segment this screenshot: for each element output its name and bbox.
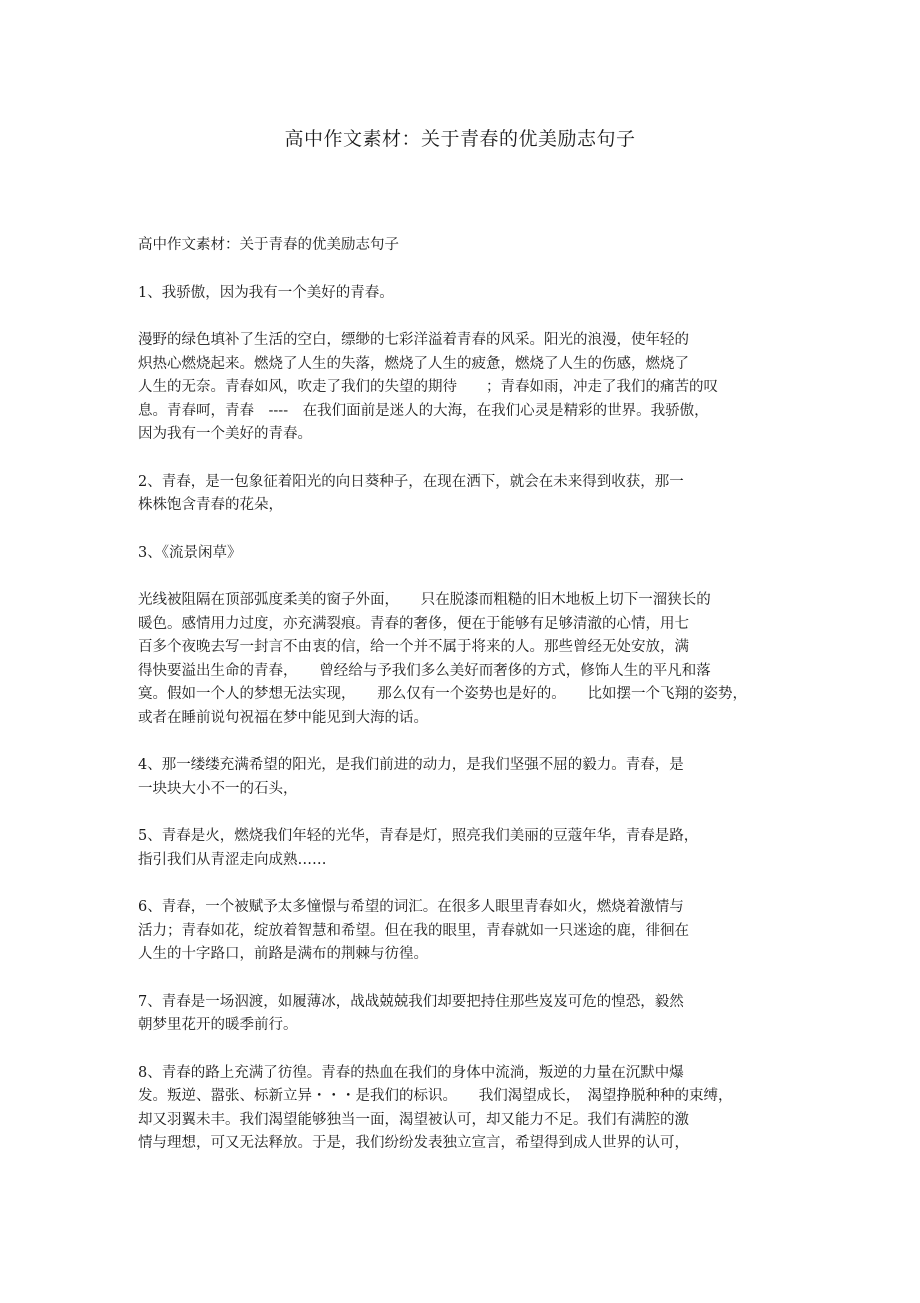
text-line: 8、青春的路上充满了彷徨。青春的热血在我们的身体中流淌，叛逆的力量在沉默中爆 — [138, 1064, 684, 1081]
text-line: 一块块大小不一的石头， — [138, 780, 298, 797]
text-line: 6、青春，一个被赋予太多憧憬与希望的词汇。在很多人眼里青春如火，燃烧着激情与 — [138, 899, 684, 915]
text-line: 光线被阻隔在顶部弧度柔美的窗子外面， 只在脱漆而粗糙的旧木地板上切下一溜狭长的 — [138, 592, 711, 608]
text-line: 株株饱含青春的花朵， — [138, 497, 283, 513]
text-line: 1、我骄傲，因为我有一个美好的青春。 — [138, 284, 394, 301]
text-line: 息。青春呵，青春 ---- 在我们面前是迷人的大海，在我们心灵是精彩的世界。我骄傲， — [138, 402, 709, 419]
text-line: 指引我们从青涩走向成熟…… — [138, 851, 327, 868]
paragraph-item-1-heading — [138, 282, 778, 306]
paragraph-item-1-body — [138, 329, 778, 447]
text-line: 因为我有一个美好的青春。 — [138, 426, 312, 442]
text-line: 2、青春，是一包象征着阳光的向日葵种子，在现在洒下，就会在未来得到收获，那一 — [138, 473, 684, 490]
text-line: 高中作文素材：关于青春的优美励志句子 — [138, 237, 399, 253]
text-line: 人生的十字路口，前路是满布的荆棘与彷徨。 — [138, 946, 428, 962]
text-line: 漫野的绿色填补了生活的空白，缥缈的七彩洋溢着青春的风采。阳光的浪漫，使年轻的 — [138, 332, 689, 348]
text-line: 活力；青春如花，绽放着智慧和希望。但在我的眼里，青春就如一只迷途的鹿，徘徊在 — [138, 922, 689, 939]
text-line: 暖色。感情用力过度，亦充满裂痕。青春的奢侈，便在于能够有足够清澈的心情，用七 — [138, 615, 689, 632]
text-line: 朝梦里花开的暖季前行。 — [138, 1017, 298, 1033]
text-line: 炽热心燃烧起来。燃烧了人生的失落，燃烧了人生的疲惫，燃烧了人生的伤感，燃烧了 — [138, 355, 689, 372]
paragraph-item-5 — [138, 825, 778, 872]
text-line: 寞。假如一个人的梦想无法实现， 那么仅有一个姿势也是好的。 比如摆一个飞翔的姿势， — [138, 686, 747, 702]
page-title: 高中作文素材：关于青春的优美励志句子 — [284, 128, 636, 150]
text-line: 3、《流景闲草》 — [138, 544, 242, 561]
text-line: 百多个夜晚去写一封言不由衷的信，给一个并不属于将来的人。那些曾经无处安放，满 — [138, 639, 689, 655]
paragraph-item-4 — [138, 754, 778, 801]
text-line: 发。叛逆、嚣张、标新立异・・・是我们的标识。 我们渴望成长， 渴望挣脱种种的束缚， — [138, 1088, 733, 1104]
text-line: 却又羽翼未丰。我们渴望能够独当一面，渴望被认可，却又能力不足。我们有满腔的激 — [138, 1111, 689, 1128]
paragraph-item-2 — [138, 471, 778, 518]
text-line: 情与理想，可又无法释放。于是，我们纷纷发表独立宣言，希望得到成人世界的认可， — [138, 1135, 689, 1151]
paragraph-item-3-body — [138, 589, 778, 730]
paragraph-item-6 — [138, 896, 778, 967]
text-line: 得快要溢出生命的青春， 曾经给与予我们多么美好而奢侈的方式，修饰人生的平凡和落 — [138, 662, 711, 679]
paragraph-item-3-heading — [138, 542, 778, 566]
text-line: 或者在睡前说句祝福在梦中能见到大海的话。 — [138, 709, 428, 726]
paragraph-subtitle — [138, 234, 778, 258]
text-line: 7、青春是一场泅渡，如履薄冰，战战兢兢我们却要把持住那些岌岌可危的惶恐，毅然 — [138, 993, 684, 1010]
text-line: 4、那一缕缕充满希望的阳光，是我们前进的动力，是我们坚强不屈的毅力。青春，是 — [138, 757, 684, 773]
document-body — [138, 234, 778, 1180]
paragraph-item-7 — [138, 991, 778, 1038]
paragraph-item-8 — [138, 1062, 778, 1156]
text-line: 5、青春是火，燃烧我们年轻的光华，青春是灯，照亮我们美丽的豆蔻年华，青春是路， — [138, 828, 699, 844]
text-line: 人生的无奈。青春如风，吹走了我们的失望的期待 ；青春如雨，冲走了我们的痛苦的叹 — [138, 379, 718, 395]
